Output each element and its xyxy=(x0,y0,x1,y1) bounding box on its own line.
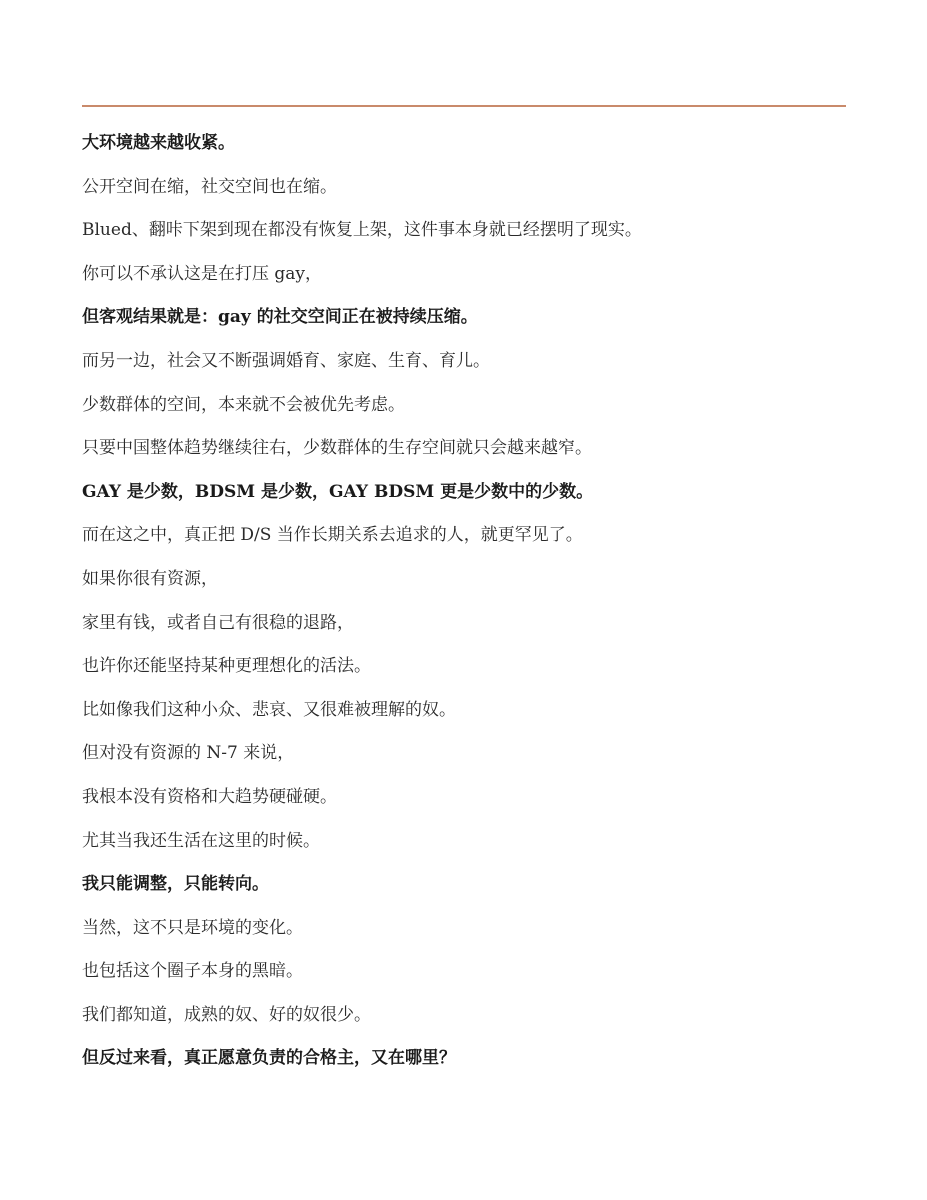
paragraph-line: 而另一边，社会又不断强调婚育、家庭、生育、育儿。 xyxy=(82,350,490,371)
paragraph-line: 但客观结果就是：gay 的社交空间正在被持续压缩。 xyxy=(82,307,478,328)
section-divider-rule xyxy=(82,105,846,107)
paragraph-line: 尤其当我还生活在这里的时候。 xyxy=(82,830,320,851)
paragraph-line: 我只能调整，只能转向。 xyxy=(82,874,269,895)
paragraph-line: 也包括这个圈子本身的黑暗。 xyxy=(82,961,303,982)
paragraph-line: 我们都知道，成熟的奴、好的奴很少。 xyxy=(82,1004,371,1025)
paragraph-line: 少数群体的空间，本来就不会被优先考虑。 xyxy=(82,394,405,415)
paragraph-line: GAY 是少数，BDSM 是少数，GAY BDSM 更是少数中的少数。 xyxy=(82,481,594,502)
paragraph-line: 大环境越来越收紧。 xyxy=(82,133,235,153)
document-body xyxy=(82,128,846,1087)
paragraph-line: 公开空间在缩，社交空间也在缩。 xyxy=(82,176,337,197)
paragraph-line: Blued、翻咔下架到现在都没有恢复上架，这件事本身就已经摆明了现实。 xyxy=(82,220,642,241)
paragraph-line: 也许你还能坚持某种更理想化的活法。 xyxy=(82,656,371,677)
paragraph-line: 我根本没有资格和大趋势硬碰硬。 xyxy=(82,786,337,807)
paragraph-line: 而在这之中，真正把 D/S 当作长期关系去追求的人，就更罕见了。 xyxy=(82,525,583,546)
paragraph-line: 比如像我们这种小众、悲哀、又很难被理解的奴。 xyxy=(82,699,456,720)
paragraph-line: 当然，这不只是环境的变化。 xyxy=(82,917,303,938)
paragraph-line: 只要中国整体趋势继续往右，少数群体的生存空间就只会越来越窄。 xyxy=(82,438,592,459)
paragraph-line: 家里有钱，或者自己有很稳的退路， xyxy=(82,612,354,633)
paragraph-line: 你可以不承认这是在打压 gay， xyxy=(82,263,323,284)
paragraph-line: 但对没有资源的 N-7 来说， xyxy=(82,743,295,764)
paragraph-line: 但反过来看，真正愿意负责的合格主，又在哪里？ xyxy=(82,1048,456,1069)
paragraph-line: 如果你很有资源， xyxy=(82,568,218,589)
